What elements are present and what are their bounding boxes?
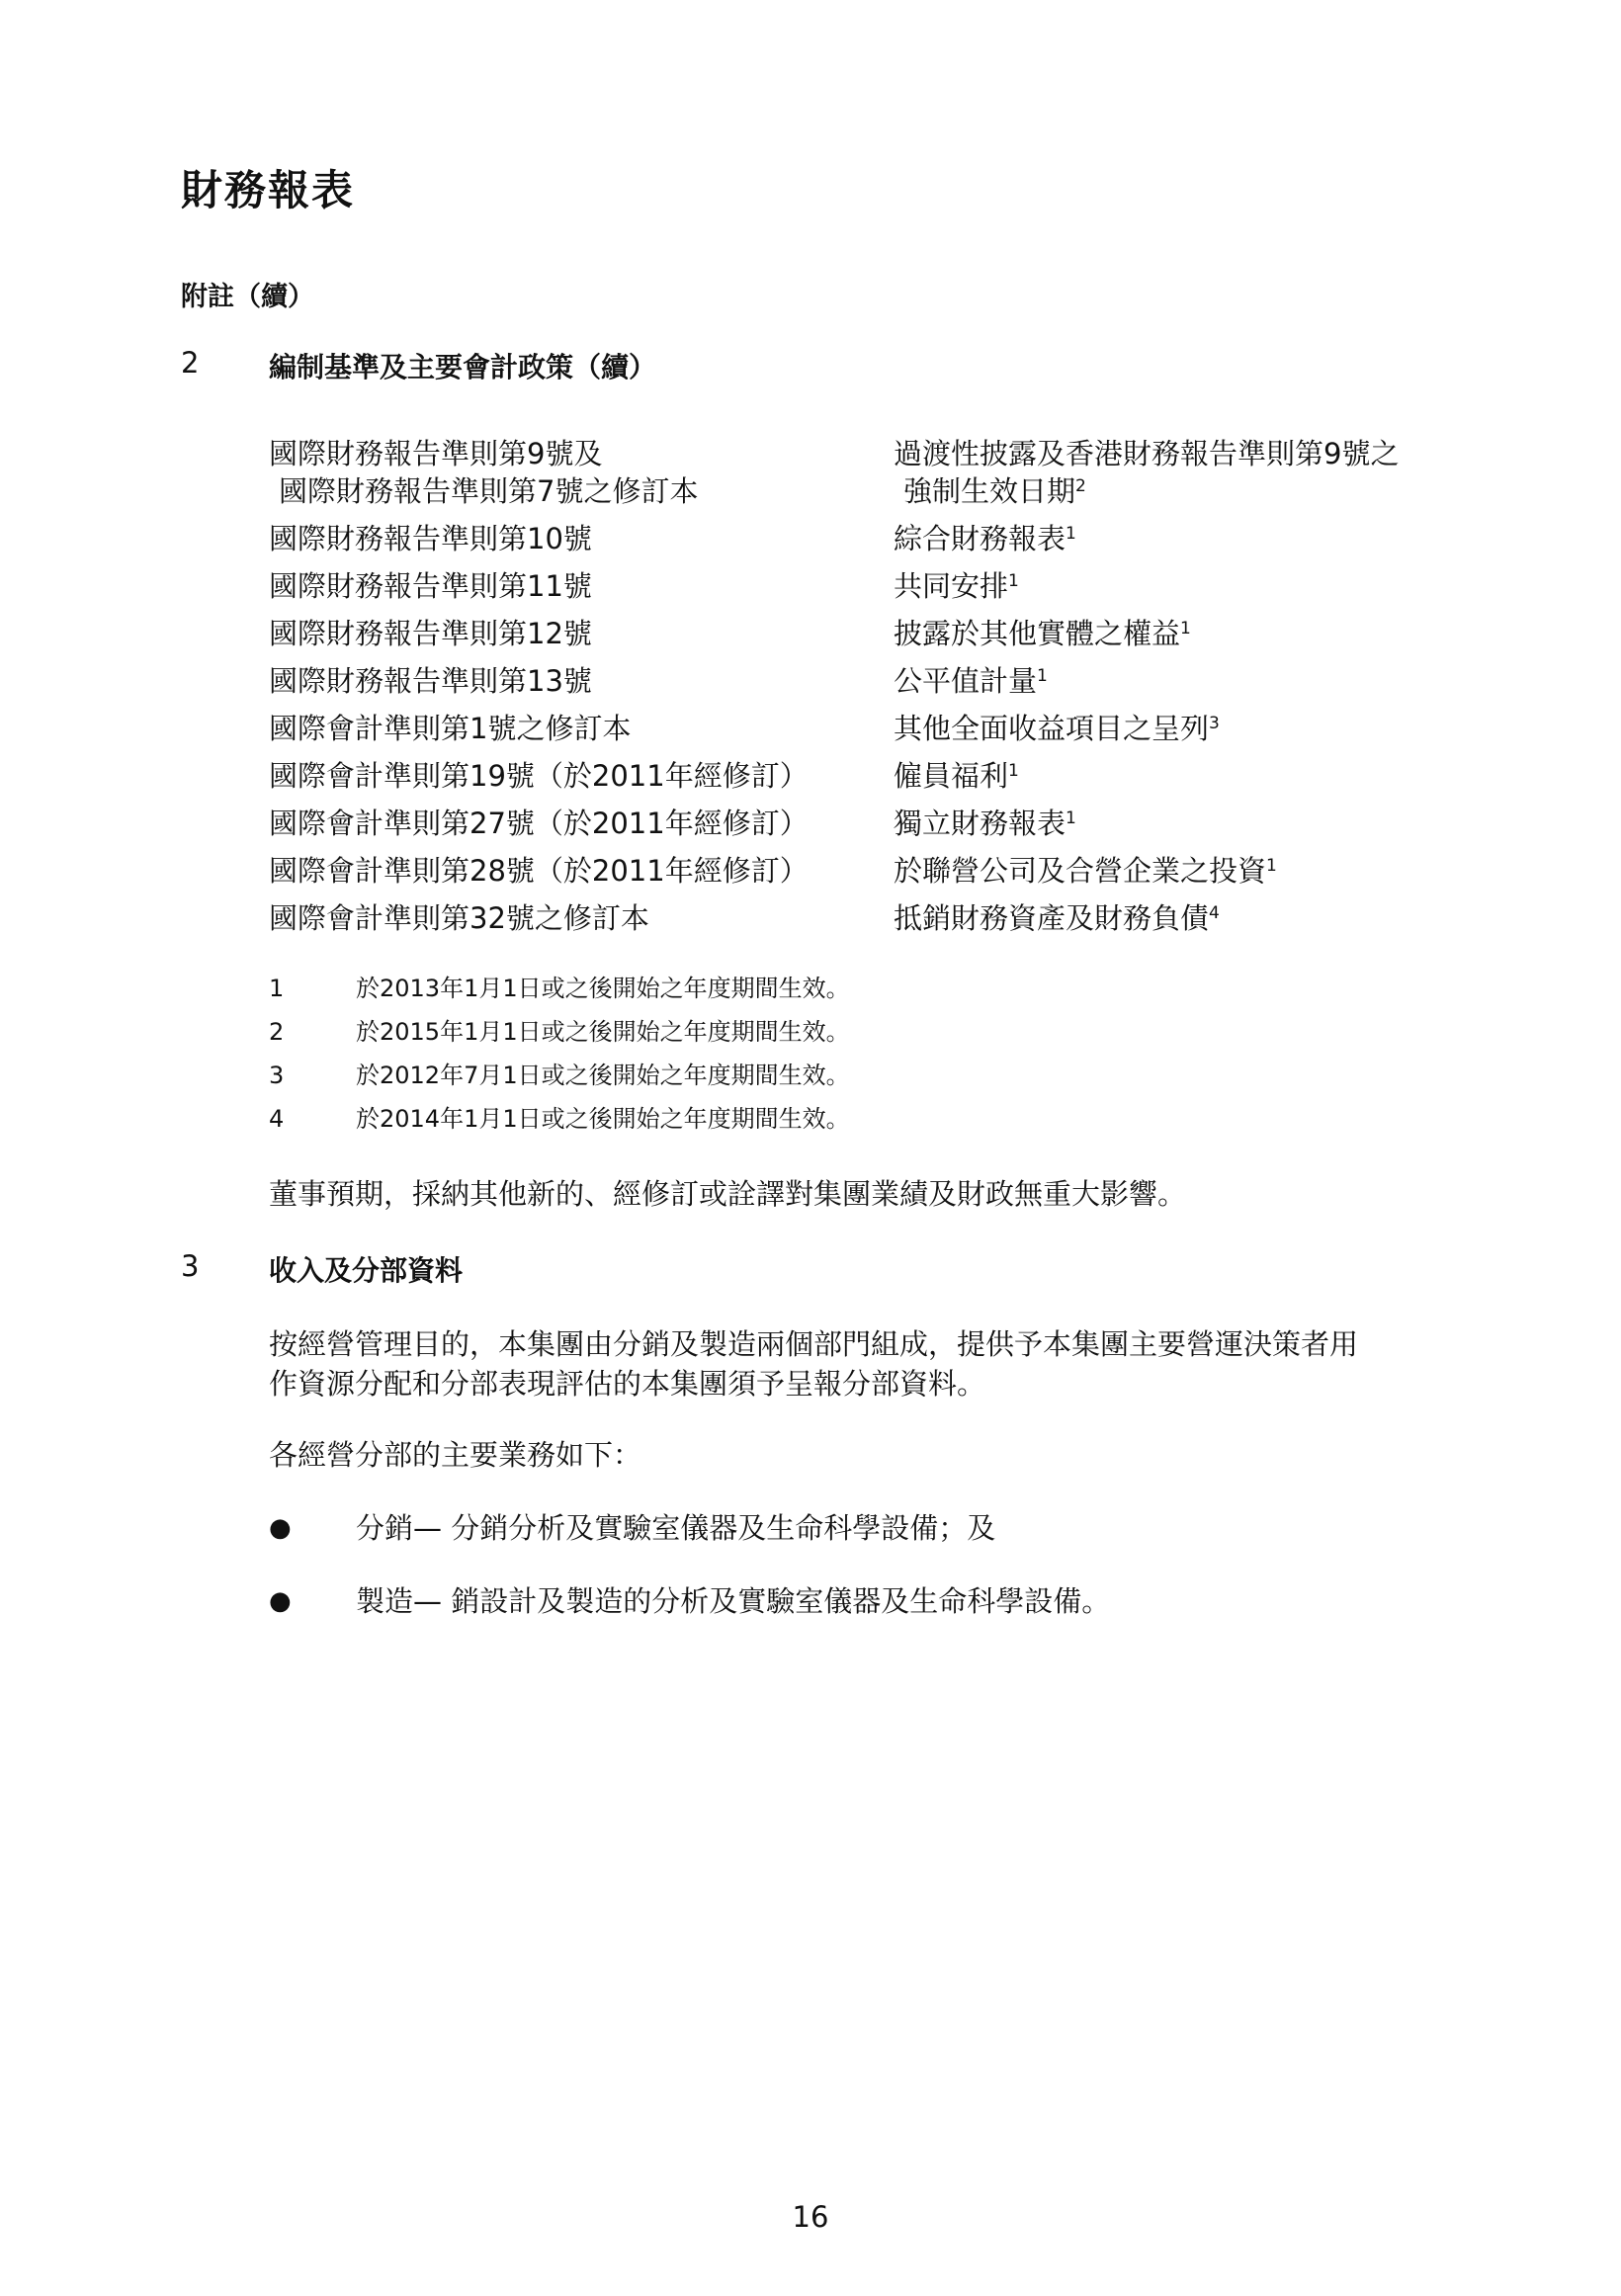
standards-row <box>269 662 1455 700</box>
standards-row <box>269 520 1455 557</box>
standards-table <box>269 435 1455 947</box>
standard-description: 共同安排 <box>894 569 1009 603</box>
footnote-number: 2 <box>269 1018 285 1046</box>
footnote-text: 於2014年1月1日或之後開始之年度期間生效。 <box>356 1105 850 1133</box>
standards-row <box>269 899 1455 937</box>
footnotes-list <box>269 974 850 1148</box>
footnote-ref: 1 <box>1008 761 1019 781</box>
footnote-ref: 1 <box>1066 808 1076 828</box>
standard-name: 國際財務報告準則第10號 <box>269 522 592 555</box>
standards-row <box>269 805 1455 842</box>
footnote <box>269 1017 850 1047</box>
directors-statement: 董事預期，採納其他新的、經修訂或詮譯對集團業績及財政無重大影響。 <box>269 1177 1187 1211</box>
standard-name: 國際會計準則第28號（於2011年經修訂） <box>269 854 809 888</box>
footnote-number: 1 <box>269 975 285 1002</box>
footnote <box>269 1061 850 1090</box>
standards-row <box>269 757 1455 795</box>
footnote-text: 於2015年1月1日或之後開始之年度期間生效。 <box>356 1018 850 1046</box>
footnote-ref: 1 <box>1180 619 1191 638</box>
footnote-ref: 2 <box>1075 476 1086 496</box>
footnote-ref: 3 <box>1209 714 1220 733</box>
section-3-title: 收入及分部資料 <box>269 1254 464 1287</box>
footnote <box>269 1104 850 1134</box>
standards-row <box>269 567 1455 605</box>
standard-name: 國際會計準則第27號（於2011年經修訂） <box>269 807 809 840</box>
bullet-icon: ● <box>269 1513 292 1543</box>
standard-name: 國際會計準則第19號（於2011年經修訂） <box>269 759 809 793</box>
footnote-number: 3 <box>269 1062 285 1089</box>
bullet-text: 製造— 銷設計及製造的分析及實驗室儀器及生命科學設備。 <box>356 1584 1111 1618</box>
bullet-text: 分銷— 分銷分析及實驗室儀器及生命科學設備；及 <box>356 1511 996 1545</box>
standard-description: 僱員福利 <box>894 759 1009 793</box>
bullet-item <box>269 1581 1110 1621</box>
section-2-title: 編制基準及主要會計政策（續） <box>269 351 657 383</box>
standard-description: 過渡性披露及香港財務報告準則第9號之 <box>894 437 1400 470</box>
standard-name: 國際財務報告準則第9號及 <box>269 437 603 470</box>
standard-description: 於聯營公司及合營企業之投資 <box>894 854 1267 888</box>
standard-description: 抵銷財務資產及財務負債 <box>894 901 1210 935</box>
standard-description: 其他全面收益項目之呈列 <box>894 712 1210 745</box>
page-subtitle: 附註（續） <box>181 282 314 312</box>
footnote-ref: 1 <box>1037 666 1048 686</box>
standard-name-continued: 國際財務報告準則第7號之修訂本 <box>279 474 699 508</box>
footnote-text: 於2012年7月1日或之後開始之年度期間生效。 <box>356 1062 850 1089</box>
standard-name: 國際財務報告準則第11號 <box>269 569 592 603</box>
standards-row <box>269 852 1455 890</box>
bullet-item <box>269 1508 995 1548</box>
footnote-ref: 4 <box>1209 903 1220 923</box>
standard-name: 國際財務報告準則第13號 <box>269 664 592 698</box>
section-2-number: 2 <box>181 346 200 380</box>
segment-paragraph-line-2: 作資源分配和分部表現評估的本集團須予呈報分部資料。 <box>269 1367 986 1401</box>
standards-row <box>269 710 1455 747</box>
footnote <box>269 974 850 1003</box>
footnote-ref: 1 <box>1066 524 1076 544</box>
standards-row <box>269 615 1455 652</box>
footnote-number: 4 <box>269 1105 285 1133</box>
footnote-ref: 1 <box>1008 571 1019 591</box>
footnote-ref: 1 <box>1266 856 1277 876</box>
bullet-icon: ● <box>269 1586 292 1616</box>
standard-description: 綜合財務報表 <box>894 522 1066 555</box>
standard-description-continued: 強制生效日期 <box>903 474 1076 508</box>
standard-description: 公平值計量 <box>894 664 1038 698</box>
segment-paragraph <box>269 1324 1455 1403</box>
page-title: 財務報表 <box>181 166 356 214</box>
section-3-number: 3 <box>181 1249 200 1283</box>
standard-description: 獨立財務報表 <box>894 807 1066 840</box>
footnote-text: 於2013年1月1日或之後開始之年度期間生效。 <box>356 975 850 1002</box>
standard-name: 國際財務報告準則第12號 <box>269 617 592 650</box>
segment-paragraph-line-1: 按經營管理目的，本集團由分銷及製造兩個部門組成，提供予本集團主要營運決策者用 <box>269 1327 1359 1361</box>
segment-intro: 各經營分部的主要業務如下： <box>269 1438 642 1472</box>
page-number: 16 <box>792 2200 829 2234</box>
standards-row <box>269 435 1455 510</box>
standard-description: 披露於其他實體之權益 <box>894 617 1181 650</box>
standard-name: 國際會計準則第1號之修訂本 <box>269 712 632 745</box>
standard-name: 國際會計準則第32號之修訂本 <box>269 901 649 935</box>
